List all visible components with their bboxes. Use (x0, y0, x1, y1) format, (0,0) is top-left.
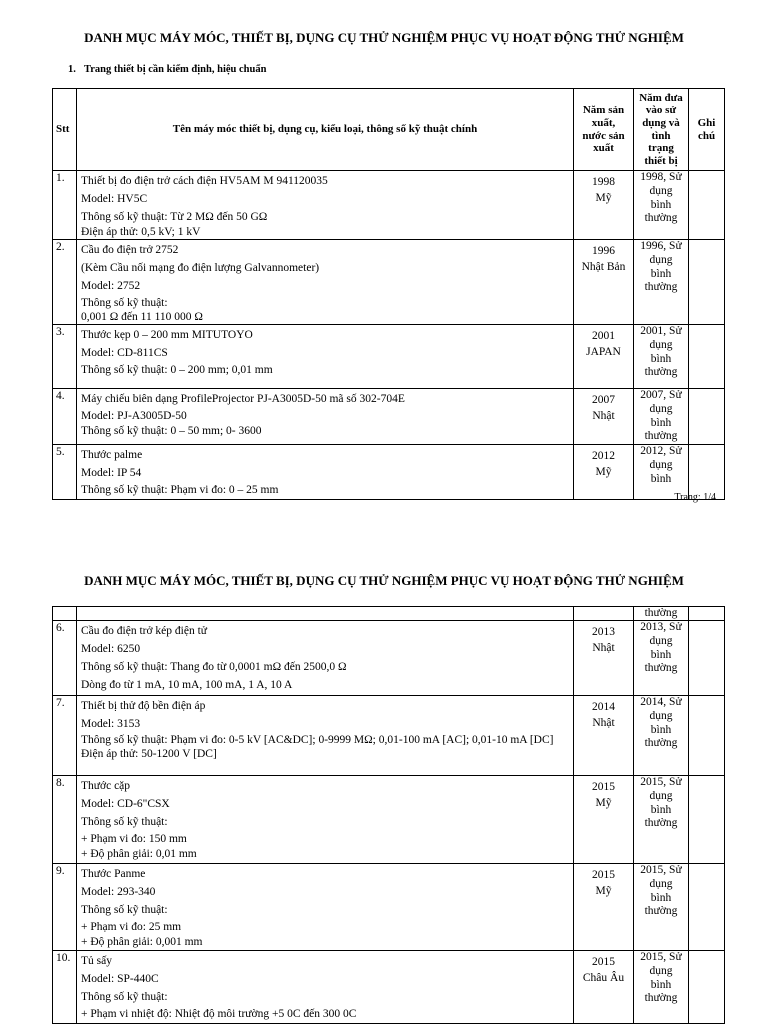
status-line: bình (650, 891, 672, 904)
spec-line: (Kèm Cầu nối mạng đo điện lượng Galvannometer) (81, 262, 320, 274)
status-line: 2015, Sử (640, 864, 682, 876)
name-cell (77, 621, 574, 696)
spec-line: Điện áp thử: 0,5 kV; 1 kV (81, 226, 201, 238)
status-line: thường (644, 662, 678, 675)
note-cell (689, 240, 725, 325)
note-cell (689, 325, 725, 389)
note-cell (689, 696, 725, 776)
spec-line: Thước kẹp 0 – 200 mm MITUTOYO (81, 329, 253, 341)
section-number: 1. (68, 64, 76, 75)
header-status-line: Năm đưa (639, 91, 683, 104)
spec-line: Model: HV5C (81, 193, 148, 205)
status-line: dụng (649, 964, 673, 977)
name-cell (77, 776, 574, 864)
status-cell (634, 951, 689, 1024)
spec-line: + Phạm vi đo: 25 mm (81, 921, 182, 933)
status-line: bình (650, 978, 672, 991)
status-line: bình (650, 723, 672, 736)
header-year-line: nước sản (582, 129, 625, 142)
status-line: thường (644, 212, 678, 225)
equipment-table-page-1 (52, 88, 725, 500)
year-cell (574, 864, 634, 951)
year-line: Mỹ (595, 465, 612, 478)
spec-line: Thông số kỹ thuật: (81, 816, 168, 828)
note-cell (689, 621, 725, 696)
spec-line: Model: 293-340 (81, 886, 156, 898)
year-line: 2015 (592, 956, 615, 968)
name-cell (77, 171, 574, 240)
stt-cell: 3. (53, 325, 77, 389)
header-note-line: Ghi (697, 116, 716, 129)
spec-line: Điện áp thử: 50-1200 V [DC] (81, 748, 217, 760)
status-line: 2014, Sử (640, 696, 682, 708)
spec-line: Thiết bị đo điện trở cách điện HV5AM M 941120035 (81, 175, 328, 187)
spec-line: Cầu đo điện trở kép điện tử (81, 625, 208, 637)
name-cell (77, 389, 574, 445)
year-line: 2007 (592, 394, 615, 406)
spec-line: Thông số kỹ thuật: (81, 904, 168, 916)
status-line: bình (650, 648, 672, 661)
header-status-line: dụng và (642, 116, 680, 129)
table-row (53, 445, 725, 500)
status-line: 2013, Sử (640, 621, 682, 633)
year-line: 2015 (592, 869, 615, 881)
spec-line: Cầu đo điện trở 2752 (81, 244, 179, 256)
year-line: Mỹ (595, 884, 612, 897)
table-row (53, 240, 725, 325)
status-line: dụng (649, 634, 673, 647)
status-line: thường (644, 366, 678, 379)
spec-line: Model: SP-440C (81, 973, 159, 985)
stt-cell (53, 607, 77, 621)
name-cell (77, 240, 574, 325)
note-cell (689, 776, 725, 864)
status-cell (634, 325, 689, 389)
year-line: 2013 (592, 626, 615, 638)
page-number: Trang: 1/4 (674, 492, 716, 503)
status-line: thường (644, 905, 678, 918)
spec-line: Thông số kỹ thuật: (81, 991, 168, 1003)
spec-line: + Phạm vi đo: 150 mm (81, 833, 187, 845)
status-line: bình (650, 416, 672, 429)
status-cell (634, 696, 689, 776)
year-line: Nhật Bản (581, 260, 626, 273)
table-row (53, 621, 725, 696)
status-line: 2007, Sử (640, 389, 682, 401)
status-line: 2015, Sử (640, 951, 682, 963)
note-cell (689, 389, 725, 445)
name-cell (77, 951, 574, 1024)
spec-line: Model: PJ-A3005D-50 (81, 410, 187, 422)
stt-cell: 9. (53, 864, 77, 951)
year-cell (574, 607, 634, 621)
note-cell (689, 864, 725, 951)
stt-cell: 6. (53, 621, 77, 696)
spec-line: Thước cặp (81, 780, 131, 792)
spec-line: Thông số kỹ thuật: Phạm vi đo: 0-5 kV [AC&DC]; 0-9999 MΩ; 0,01-100 mA [AC]; 0,01-10 mA [DC] (81, 734, 554, 746)
name-cell (77, 696, 574, 776)
name-cell (77, 445, 574, 500)
table-header-row (53, 89, 725, 171)
name-cell (77, 607, 574, 621)
status-cell (634, 389, 689, 445)
note-cell (689, 951, 725, 1024)
year-line: 2012 (592, 450, 615, 463)
table-row (53, 776, 725, 864)
year-cell (574, 621, 634, 696)
name-cell (77, 864, 574, 951)
note-cell (689, 171, 725, 240)
year-cell (574, 240, 634, 325)
status-line: thường (644, 281, 678, 294)
status-line: thường (644, 992, 678, 1005)
status-line: 2015, Sử (640, 776, 682, 788)
page-title: DANH MỤC MÁY MÓC, THIẾT BỊ, DỤNG CỤ THỬ NGHIỆM PHỤC VỤ HOẠT ĐỘNG THỬ NGHIỆM (84, 30, 684, 45)
year-cell (574, 696, 634, 776)
status-cell (634, 240, 689, 325)
header-name: Tên máy móc thiết bị, dụng cụ, kiểu loại, thông số kỹ thuật chính (77, 89, 574, 171)
year-line: JAPAN (586, 345, 621, 358)
status-line: bình (650, 803, 672, 816)
header-year (574, 89, 634, 171)
header-status-line: tình (651, 129, 671, 142)
header-note (689, 89, 725, 171)
year-line: 1998 (592, 176, 615, 188)
status-line: dụng (649, 709, 673, 722)
spec-line: Model: CD-811CS (81, 347, 168, 359)
header-year-line: xuất (593, 142, 614, 155)
year-line: Mỹ (595, 191, 612, 204)
status-line: dụng (649, 402, 673, 415)
status-line: bình (650, 267, 672, 280)
status-line: dụng (649, 184, 673, 197)
spec-line: Thông số kỹ thuật: 0 – 200 mm; 0,01 mm (81, 364, 273, 376)
status-line: dụng (649, 877, 673, 890)
header-year-line: Năm sản (582, 104, 625, 117)
spec-line: Thước palme (81, 449, 143, 462)
stt-cell: 10. (53, 951, 77, 1024)
year-cell (574, 171, 634, 240)
spec-line: Thông số kỹ thuật: 0 – 50 mm; 0- 3600 (81, 425, 262, 437)
status-cell (634, 776, 689, 864)
status-cell: thường (634, 607, 689, 621)
spec-line: Dòng đo từ 1 mA, 10 mA, 100 mA, 1 A, 10 A (81, 679, 293, 691)
header-note-line: chú (697, 129, 716, 142)
spec-line: + Độ phân giải: 0,001 mm (81, 936, 203, 948)
table-row (53, 951, 725, 1024)
table-row (53, 864, 725, 951)
status-line: thường (644, 737, 678, 750)
spec-line: Thông số kỹ thuật: (81, 297, 168, 309)
spec-line: Model: 6250 (81, 643, 141, 655)
status-line: bình (650, 198, 672, 211)
year-line: 2015 (592, 781, 615, 793)
year-line: 2014 (592, 701, 615, 713)
year-line: 1996 (592, 245, 615, 257)
name-cell (77, 325, 574, 389)
spec-line: Thông số kỹ thuật: Thang đo từ 0,0001 mΩ đến 2500,0 Ω (81, 661, 347, 673)
year-line: Nhật (592, 716, 615, 729)
spec-line: Thước Panme (81, 868, 146, 880)
table-row (53, 389, 725, 445)
status-line: dụng (649, 338, 673, 351)
note-cell (689, 607, 725, 621)
header-status-line: vào sử (645, 104, 677, 117)
year-line: Nhật (592, 641, 615, 654)
section-heading (68, 64, 266, 75)
spec-line: + Phạm vi nhiệt độ: Nhiệt độ môi trường +5 0C đến 300 0C (81, 1008, 357, 1020)
stt-cell: 5. (53, 445, 77, 500)
stt-cell: 7. (53, 696, 77, 776)
year-cell (574, 776, 634, 864)
header-status-line: thiết bị (644, 154, 678, 167)
section-title: Trang thiết bị cần kiểm định, hiệu chuẩn (84, 64, 267, 75)
spec-line: + Độ phân giải: 0,01 mm (81, 848, 197, 860)
stt-cell: 2. (53, 240, 77, 325)
spec-line: Model: CD-6"CSX (81, 798, 170, 810)
year-line: 2001 (592, 330, 615, 342)
year-cell (574, 445, 634, 500)
header-status (634, 89, 689, 171)
spec-line: Model: 2752 (81, 280, 141, 292)
status-cell (634, 621, 689, 696)
spec-line: Tủ sấy (81, 955, 112, 967)
year-line: Châu Âu (582, 971, 625, 984)
status-line: dụng (649, 253, 673, 266)
status-line: 2012, Sử (640, 445, 682, 458)
year-cell (574, 325, 634, 389)
stt-cell: 4. (53, 389, 77, 445)
continuation-row (53, 607, 725, 621)
year-cell (574, 389, 634, 445)
status-line: dụng (649, 458, 673, 471)
year-line: Mỹ (595, 796, 612, 809)
stt-cell: 8. (53, 776, 77, 864)
table-row (53, 325, 725, 389)
table-row (53, 696, 725, 776)
spec-line: Máy chiếu biên dạng ProfileProjector PJ-A3005D-50 mã số 302-704E (81, 393, 405, 405)
status-line: 2001, Sử (640, 325, 682, 337)
spec-line: Model: IP 54 (81, 467, 142, 480)
status-line: thường (644, 430, 678, 443)
spec-line: Model: 3153 (81, 718, 141, 730)
header-year-line: xuất, (591, 116, 616, 129)
spec-line: Thiết bị thử độ bền điện áp (81, 700, 206, 712)
equipment-table-page-2 (52, 606, 725, 1024)
year-cell (574, 951, 634, 1024)
page-title: DANH MỤC MÁY MÓC, THIẾT BỊ, DỤNG CỤ THỬ NGHIỆM PHỤC VỤ HOẠT ĐỘNG THỬ NGHIỆM (84, 573, 684, 588)
status-line: 1998, Sử (640, 171, 682, 183)
stt-cell: 1. (53, 171, 77, 240)
spec-line: Thông số kỹ thuật: Từ 2 MΩ đến 50 GΩ (81, 211, 268, 223)
year-line: Nhật (592, 409, 615, 422)
table-row (53, 171, 725, 240)
status-cell (634, 864, 689, 951)
status-line: thường (644, 817, 678, 830)
header-status-line: trạng (648, 142, 674, 155)
status-line: 1996, Sử (640, 240, 682, 252)
status-cell (634, 171, 689, 240)
header-stt: Stt (53, 89, 77, 171)
status-line: bình (650, 352, 672, 365)
spec-line: 0,001 Ω đến 11 110 000 Ω (81, 311, 203, 323)
status-line: dụng (649, 789, 673, 802)
status-line: bình (650, 472, 672, 485)
spec-line: Thông số kỹ thuật: Phạm vi đo: 0 – 25 mm (81, 484, 279, 497)
